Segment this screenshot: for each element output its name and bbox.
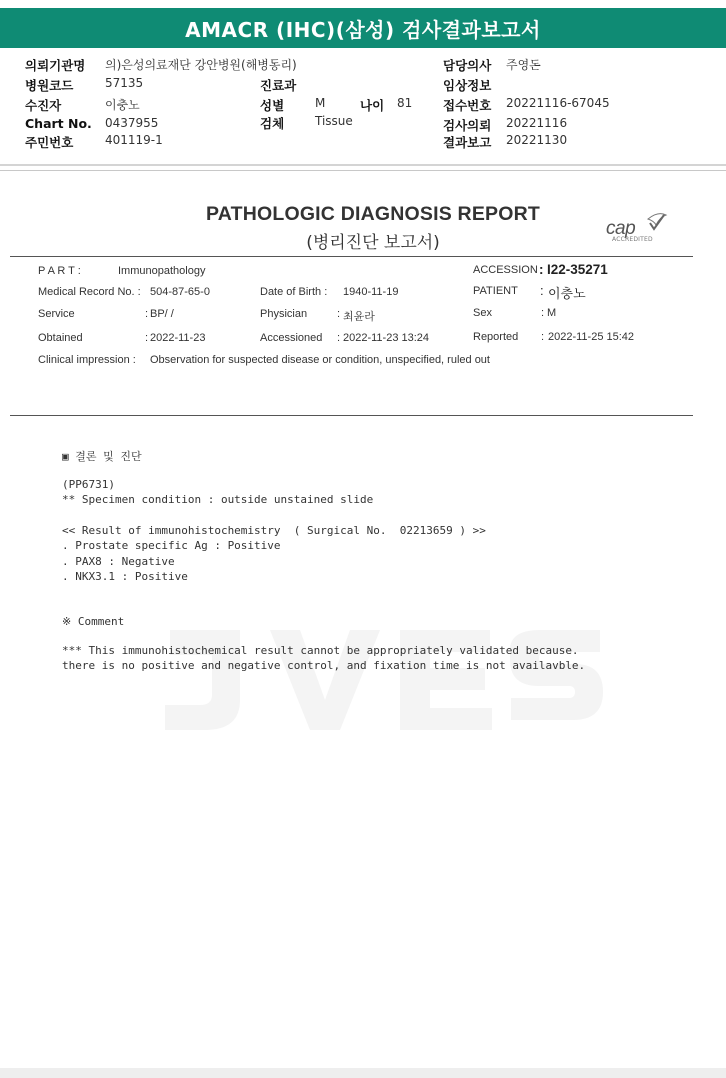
physician-value: 최윤라 bbox=[343, 311, 375, 323]
chart-no-value: 0437955 bbox=[105, 116, 159, 130]
patient-label: 수진자 bbox=[25, 98, 62, 113]
report-patient-label: PATIENT bbox=[473, 285, 518, 297]
report-sex-value: M bbox=[547, 307, 557, 319]
report-patient-value: 이충노 bbox=[548, 286, 586, 301]
rrn-label: 주민번호 bbox=[25, 135, 74, 150]
hospital-code-value: 57135 bbox=[105, 76, 144, 90]
accessioned-colon: : bbox=[337, 332, 341, 344]
reported-colon: : bbox=[541, 331, 545, 343]
pathology-report-subtitle: (병리진단 보고서) bbox=[306, 233, 440, 253]
clinical-info-label: 임상정보 bbox=[443, 78, 492, 93]
accessioned-value: 2022-11-23 13:24 bbox=[343, 332, 430, 344]
service-value: BP/ / bbox=[150, 308, 174, 320]
pathology-report-title: PATHOLOGIC DIAGNOSIS REPORT bbox=[205, 203, 541, 225]
result-date-label: 결과보고 bbox=[443, 135, 492, 150]
list-item: . PAX8 : Negative bbox=[62, 555, 175, 568]
age-value: 81 bbox=[397, 96, 413, 110]
institution-value: 의)은성의료재단 강안병원(해병동리) bbox=[105, 58, 297, 72]
hospital-code-label: 병원코드 bbox=[25, 78, 74, 93]
list-item: . NKX3.1 : Positive bbox=[62, 570, 188, 583]
request-date-value: 20221116 bbox=[506, 116, 568, 130]
report-sex-label: Sex bbox=[473, 307, 492, 319]
test-code: (PP6731) bbox=[62, 478, 115, 491]
report-bottom-rule bbox=[10, 415, 693, 416]
sex-label: 성별 bbox=[260, 98, 285, 113]
reported-value: 2022-11-25 15:42 bbox=[548, 331, 635, 343]
doctor-label: 담당의사 bbox=[443, 58, 492, 73]
header-separator bbox=[0, 164, 726, 166]
sex-value: M bbox=[315, 96, 326, 110]
chart-no-label: Chart No. bbox=[25, 116, 92, 131]
receipt-no-value: 20221116-67045 bbox=[506, 96, 610, 110]
dept-label: 진료과 bbox=[260, 78, 297, 93]
part-label: P A R T : bbox=[38, 265, 81, 277]
accession-label: ACCESSION bbox=[473, 264, 538, 276]
conclusion-heading: ▣ 결론 및 진단 bbox=[62, 450, 142, 463]
result-date-value: 20221130 bbox=[506, 133, 568, 147]
report-patient-colon: : bbox=[540, 283, 544, 298]
document-title: AMACR (IHC)(삼성) 검사결과보고서 bbox=[185, 17, 541, 42]
physician-colon: : bbox=[337, 308, 341, 320]
cap-logo-subtext: ACCREDITED bbox=[612, 236, 653, 243]
clinical-impression-label: Clinical impression : bbox=[38, 354, 136, 366]
comment-line: *** This immunohistochemical result cannot be appropriately validated because. bbox=[62, 644, 579, 657]
list-item: . Prostate specific Ag : Positive bbox=[62, 539, 281, 552]
obtained-value: 2022-11-23 bbox=[150, 332, 206, 344]
comment-line: there is no positive and negative control, and fixation time is not availavble. bbox=[62, 659, 586, 672]
report-top-rule bbox=[10, 256, 693, 257]
specimen-value: Tissue bbox=[315, 114, 353, 128]
mrn-value: 504-87-65-0 bbox=[150, 286, 210, 298]
ihc-result-header: << Result of immunohistochemistry ( Surgical No. 02213659 ) >> bbox=[62, 524, 486, 537]
accessioned-label: Accessioned bbox=[260, 332, 323, 344]
specimen-condition: ** Specimen condition : outside unstained slide bbox=[62, 493, 374, 506]
accession-colon: : bbox=[539, 262, 544, 277]
specimen-label: 검체 bbox=[260, 116, 285, 131]
clinical-impression-value: Observation for suspected disease or condition, unspecified, ruled out bbox=[150, 354, 490, 366]
obtained-label: Obtained bbox=[38, 332, 83, 344]
watermark-logo-icon bbox=[150, 620, 610, 740]
accession-value: I22-35271 bbox=[547, 262, 608, 277]
request-date-label: 검사의뢰 bbox=[443, 118, 492, 133]
part-value: Immunopathology bbox=[118, 265, 206, 277]
institution-label: 의뢰기관명 bbox=[25, 58, 86, 73]
rrn-value: 401119-1 bbox=[105, 133, 163, 147]
cap-logo-text: cap bbox=[606, 218, 636, 239]
age-label: 나이 bbox=[360, 98, 385, 113]
service-label: Service bbox=[38, 308, 75, 320]
header-separator-thin bbox=[0, 170, 726, 171]
obtained-colon: : bbox=[145, 332, 149, 344]
receipt-no-label: 접수번호 bbox=[443, 98, 492, 113]
mrn-label: Medical Record No. : bbox=[38, 286, 141, 298]
page-bottom-strip bbox=[0, 1068, 726, 1078]
report-title-bar bbox=[0, 8, 726, 48]
reported-label: Reported bbox=[473, 331, 519, 343]
comment-heading: ※ Comment bbox=[62, 615, 125, 628]
physician-label: Physician bbox=[260, 308, 308, 320]
report-sex-colon: : bbox=[541, 307, 545, 319]
dob-label: Date of Birth : bbox=[260, 286, 328, 298]
patient-value: 이충노 bbox=[105, 98, 140, 112]
dob-value: 1940-11-19 bbox=[343, 286, 399, 298]
doctor-value: 주영돈 bbox=[506, 58, 541, 72]
service-colon: : bbox=[145, 308, 149, 320]
